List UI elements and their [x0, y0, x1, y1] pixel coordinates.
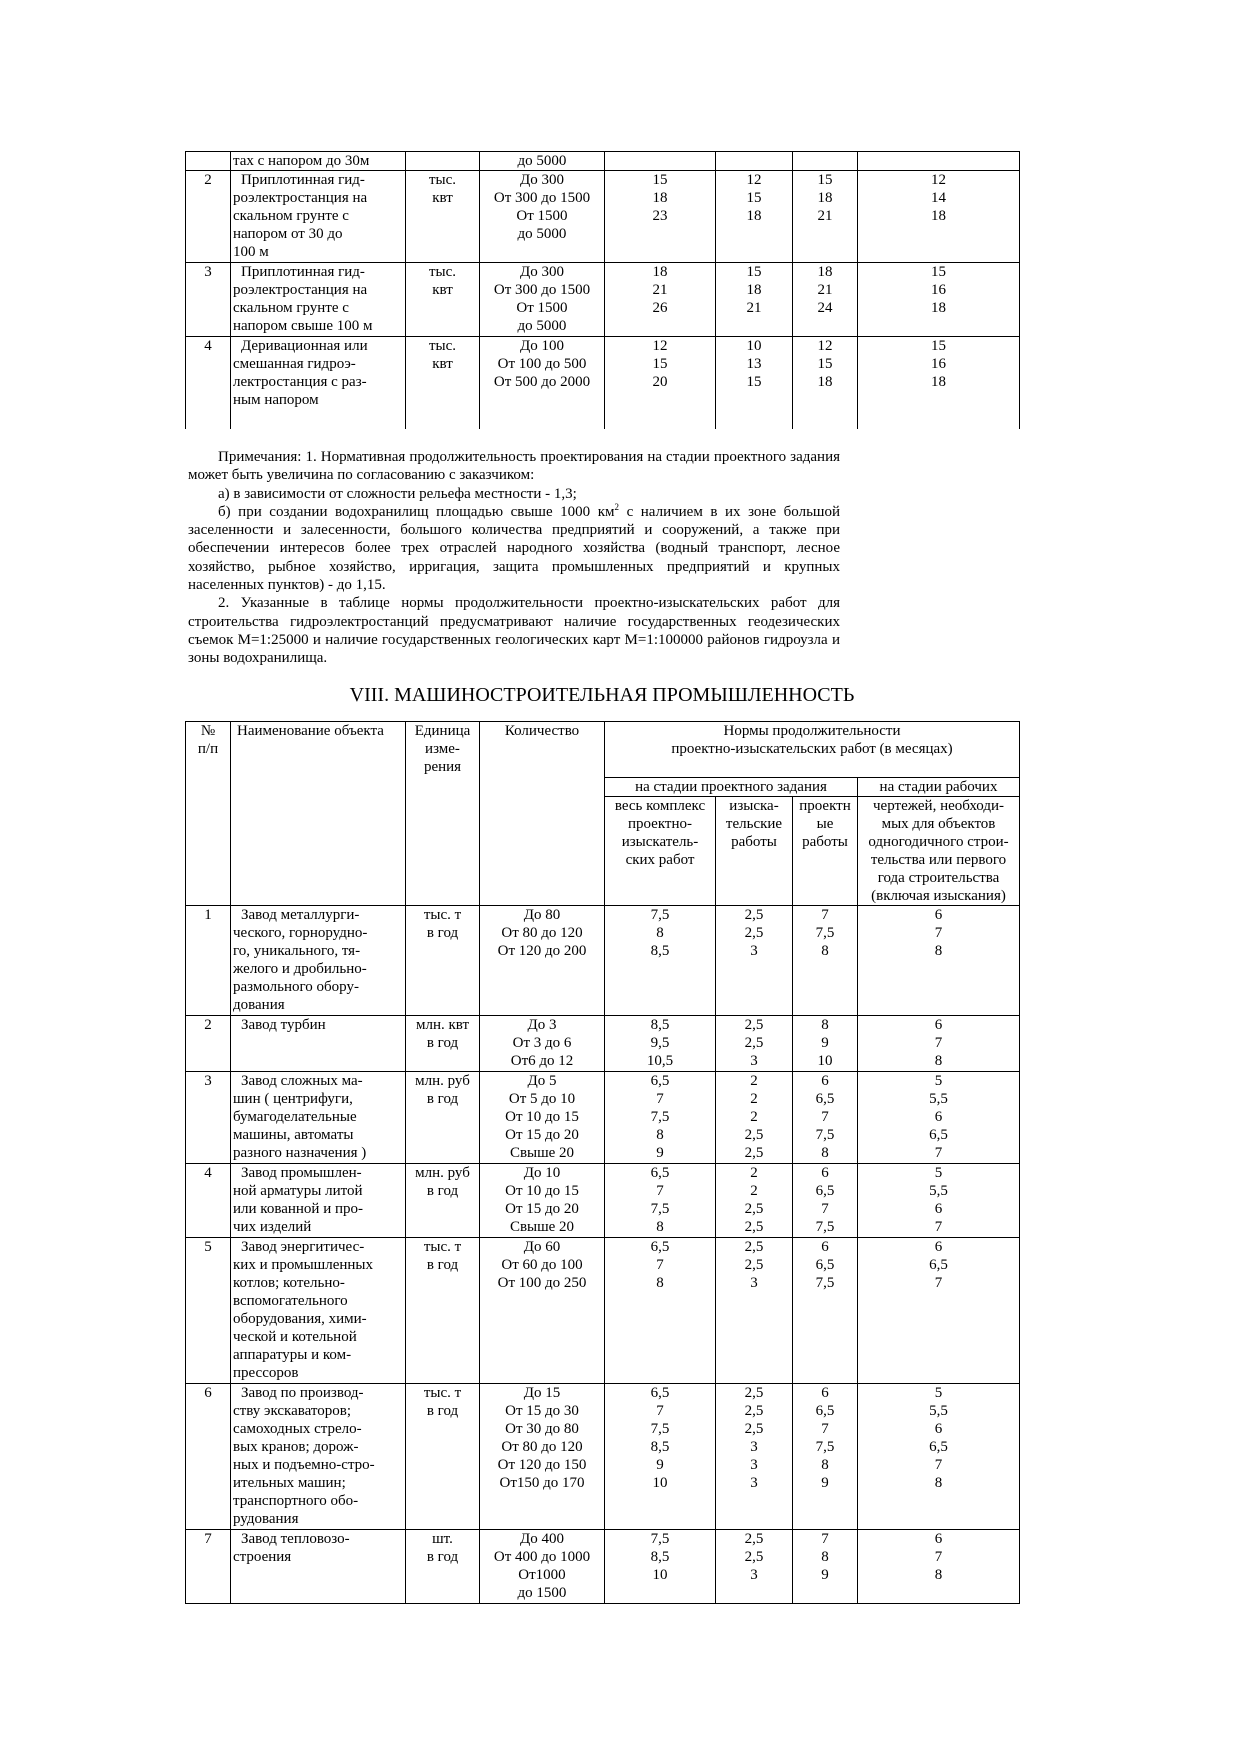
unit: тыс. т в год: [423, 1385, 462, 1419]
object-name: Приплотинная гид- роэлектростанция на скальном грунте с напором свыше 100 м: [233, 264, 373, 334]
norm-value: 15 18 21: [817, 172, 833, 224]
table-row: [186, 906, 1020, 1016]
header-unit: Единица изме- рения: [414, 723, 471, 775]
object-name: Завод по производ- ству экскаваторов; самоходных стрело- вых кранов; дорож- ных и подъемно-стро- ительных машин; транспортного обо- рудования: [233, 1385, 375, 1527]
quantity: До 5 От 5 до 10 От 10 до 15 От 15 до 20 Свыше 20: [505, 1073, 579, 1161]
norm-value: 5 5,5 6 7: [929, 1165, 948, 1235]
norm-value: 18 21 24: [817, 264, 833, 316]
norm-value: 15 16 18: [931, 264, 946, 316]
norm-value: 8 9 10: [817, 1017, 833, 1069]
unit: тыс. квт: [428, 264, 457, 298]
quantity: До 300 От 300 до 1500 От 1500 до 5000: [493, 264, 591, 334]
section-title: VIII. МАШИНОСТРОИТЕЛЬНАЯ ПРОМЫШЛЕННОСТЬ: [349, 684, 855, 706]
norm-value: 2,5 2,5 3: [744, 1531, 764, 1583]
row-number: 5: [186, 1238, 231, 1384]
norm-value: 6 7 8: [934, 1017, 943, 1069]
norm-value: 8,5 9,5 10,5: [646, 1017, 674, 1069]
object-name: Завод турбин: [241, 1017, 326, 1033]
row-number: 2: [186, 1016, 231, 1072]
row-number: 3: [186, 263, 231, 337]
norm-value: 2,5 2,5 3: [744, 1239, 764, 1291]
header-num: № п/п: [197, 723, 219, 757]
norm-value: 2 2 2,5 2,5: [744, 1165, 764, 1235]
unit: млн. квт в год: [415, 1017, 470, 1051]
table-row: [186, 337, 1020, 429]
norm-value: 6,5 7 8: [650, 1239, 670, 1291]
note-paragraph: Примечания: 1. Нормативная продолжительность проектирования на стадии проектного задания может быть увеличина по согласованию с заказчиком:: [188, 449, 840, 484]
row-number: 4: [186, 1164, 231, 1238]
quantity: До 10 От 10 до 15 От 15 до 20 Свыше 20: [505, 1165, 579, 1235]
object-name: тах с напором до 30м: [231, 152, 406, 171]
norm-value: 15 16 18: [931, 338, 946, 390]
object-name: Завод тепловозо- строения: [233, 1531, 350, 1565]
table-row: [186, 152, 1020, 171]
unit: тыс. т в год: [423, 907, 462, 941]
quantity: До 400 От 400 до 1000 От1000 до 1500: [493, 1531, 591, 1601]
table-row: [186, 1164, 1020, 1238]
header-sub: весь комплекс проектно- изыскатель- ских работ: [614, 798, 706, 868]
norm-value: 2,5 2,5 3: [744, 907, 764, 959]
unit: тыс. квт: [428, 338, 457, 372]
norm-value: 6 7 8: [934, 907, 943, 959]
norm-value: 10 13 15: [746, 338, 762, 390]
table-row: [186, 1072, 1020, 1164]
header-norms: Нормы продолжительности проектно-изыскательских работ (в месяцах): [671, 723, 953, 757]
norm-value: 6 6,5 7 7,5: [815, 1165, 835, 1235]
norm-value: 6 6,5 7 7,5 8: [815, 1073, 835, 1161]
object-name: Завод металлурги- ческого, горнорудно- го, уникального, тя- желого и дробильно- размольного обору- дования: [233, 907, 368, 1013]
norm-value: 6 6,5 7 7,5 8 9: [815, 1385, 835, 1491]
quantity: До 60 От 60 до 100 От 100 до 250: [497, 1239, 587, 1291]
quantity: До 300 От 300 до 1500 От 1500 до 5000: [493, 172, 591, 242]
norm-value: 7,5 8 8,5: [650, 907, 670, 959]
row-number: 4: [186, 337, 231, 429]
table-row: [186, 1238, 1020, 1384]
header-quantity: Количество: [504, 723, 580, 739]
unit: млн. руб в год: [415, 1073, 470, 1107]
row-number: 3: [186, 1072, 231, 1164]
header-name: Наименование объекта: [237, 723, 384, 739]
norm-value: 2,5 2,5 2,5 3 3 3: [744, 1385, 764, 1491]
note-paragraph: 2. Указанные в таблице нормы продолжительности проектно-изыскательских работ для строительства гидроэлектростанций предусматривают наличие государственных геодезических съемок М=1:25000 и наличие государственных геологических карт М=1:100000 районов гидроузла и зоны водохранилища.: [188, 595, 840, 667]
table-row: [186, 1016, 1020, 1072]
object-name: Деривационная или смешанная гидроэ- лектростанция с раз- ным напором: [233, 338, 368, 408]
quantity: До 15 От 15 до 30 От 30 до 80 От 80 до 120 От 120 до 150 От150 до 170: [497, 1385, 587, 1491]
header-sub: изыска- тельские работы: [725, 798, 783, 850]
norm-value: 12 15 20: [652, 338, 668, 390]
norm-value: 2,5 2,5 3: [744, 1017, 764, 1069]
norm-value: 6 7 8: [934, 1531, 943, 1583]
notes: [188, 448, 840, 668]
object-name: Завод промышлен- ной арматуры литой или кованной и про- чих изделий: [233, 1165, 363, 1235]
table-row: [186, 171, 1020, 263]
norm-value: 7,5 8,5 10: [650, 1531, 670, 1583]
header-stage-work: на стадии рабочих: [858, 778, 1020, 797]
norm-value: 12 15 18: [817, 338, 833, 390]
row-number: 7: [186, 1530, 231, 1604]
norm-value: 6 6,5 7,5: [815, 1239, 835, 1291]
object-name: Завод энергитичес- ких и промышленных котлов; котельно- вспомогательного оборудования, хими- ческой и котельной аппаратуры и ком- прессоров: [233, 1239, 373, 1381]
norm-value: 6,5 7 7,5 8: [650, 1165, 670, 1235]
header-stage-project: на стадии проектного задания: [605, 778, 858, 797]
norm-value: 7 7,5 8: [815, 907, 835, 959]
quantity: До 3 От 3 до 6 От6 до 12: [510, 1017, 574, 1069]
unit: тыс. квт: [428, 172, 457, 206]
header-sub: чертежей, необходи- мых для объектов одногодичного строи- тельства или первого года строительства (включая изыскания): [868, 798, 1009, 904]
unit: шт. в год: [426, 1531, 459, 1565]
unit: тыс. т в год: [423, 1239, 462, 1273]
row-number: 6: [186, 1384, 231, 1530]
norm-value: 5 5,5 6 6,5 7: [929, 1073, 948, 1161]
norm-value: 15 18 21: [746, 264, 762, 316]
norm-value: 2 2 2 2,5 2,5: [744, 1073, 764, 1161]
quantity: До 100 От 100 до 500 От 500 до 2000: [493, 338, 591, 390]
machinery-table: [185, 721, 1020, 1604]
object-name: Завод сложных ма- шин ( центрифуги, бумагоделательные машины, автоматы разного назначения ): [233, 1073, 367, 1161]
object-name: Приплотинная гид- роэлектростанция на скальном грунте с напором от 30 до 100 м: [233, 172, 368, 260]
quantity: До 80 От 80 до 120 От 120 до 200: [497, 907, 587, 959]
norm-value: 6,5 7 7,5 8 9: [650, 1073, 670, 1161]
row-number: 1: [186, 906, 231, 1016]
norm-value: 6,5 7 7,5 8,5 9 10: [650, 1385, 670, 1491]
unit: млн. руб в год: [415, 1165, 470, 1199]
table-row: [186, 1530, 1020, 1604]
note-paragraph: а) в зависимости от сложности рельефа местности - 1,3;: [218, 485, 577, 502]
table-row: [186, 1384, 1020, 1530]
norm-value: 7 8 9: [821, 1531, 829, 1583]
note-paragraph: б) при создании водохранилищ площадью свыше 1000 $км^2$ с наличием в их зоне большой заселенности и залесенности, большого количества предприятий и сооружений, а также при обеспечении интересов более трех отраслей народного хозяйства (водный транспорт, лесное хозяйство, рыбное хозяйство, ирригация, защита промышленных предприятий и крупных населенных пунктов) - до 1,15.: [188, 501, 840, 594]
hydro-table: [185, 151, 1020, 429]
norm-value: 15 18 23: [652, 172, 668, 224]
row-number: 2: [186, 171, 231, 263]
norm-value: 5 5,5 6 6,5 7 8: [929, 1385, 948, 1491]
norm-value: 6 6,5 7: [929, 1239, 948, 1291]
norm-value: 12 15 18: [746, 172, 762, 224]
norm-value: 12 14 18: [931, 172, 946, 224]
header-row: [186, 722, 1020, 778]
norm-value: 18 21 26: [652, 264, 668, 316]
quantity: до 5000: [480, 152, 605, 171]
header-sub: проектн ые работы: [799, 798, 851, 850]
table-row: [186, 263, 1020, 337]
